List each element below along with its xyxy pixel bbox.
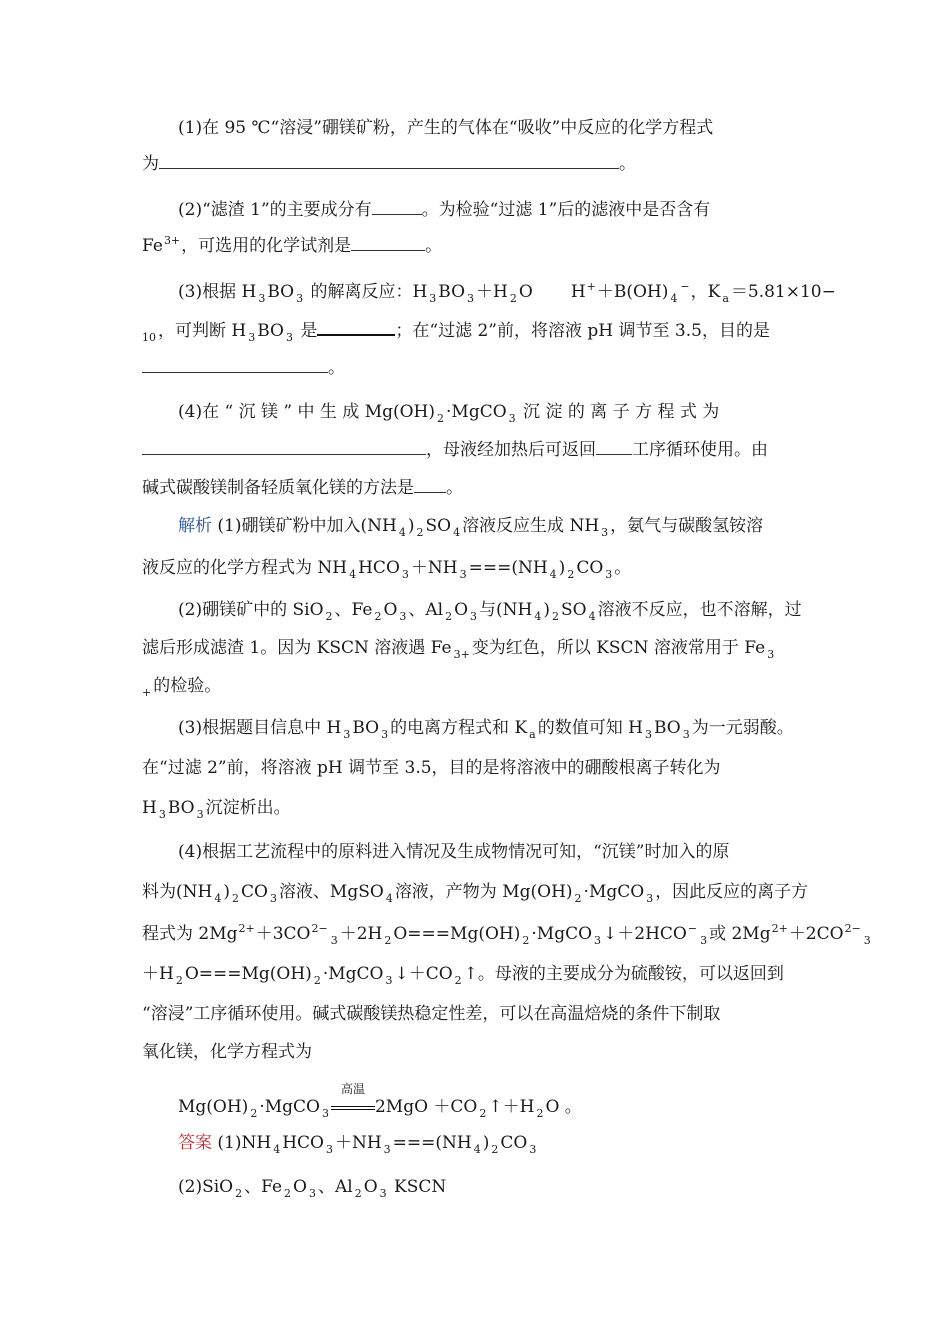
q3-line-3: 。 <box>142 356 345 380</box>
analysis-p3-line-3: H $_3$ BO $_3$ 沉淀析出。 <box>142 798 291 821</box>
analysis-p3-line-2: 在“过滤 2”前，将溶液 pH 调节至 3.5，目的是将溶液中的硼酸根离子转化为 <box>142 758 721 778</box>
answer-blank[interactable] <box>372 198 422 215</box>
q1-line-2: 为 。 <box>142 154 636 174</box>
analysis-p4-line-5: “溶浸”工序循环使用。碱式碳酸镁热稳定性差，可以在高温焙烧的条件下制取 <box>142 1004 721 1024</box>
q2-line-2: $Fe^{3+}$，可选用的化学试剂是 。 <box>142 234 443 256</box>
analysis-label: 解析 <box>178 516 212 536</box>
analysis-p4-line-4: ＋H $_2$ O===Mg(OH) $_2$ ·MgCO $_3$ ↓＋CO $_2$ ↑。母液的主要成分为硫酸铵，可以返回到 <box>142 964 784 987</box>
q4-line-1: (4)在 “ 沉 镁 ” 中 生 成 Mg(OH) $_2$ ·MgCO $_3$ 沉 淀 的 离 子 方 程 式 为 <box>178 402 720 425</box>
answer-label: 答案 <box>178 1133 212 1153</box>
q4-line-2: ，母液经加热后可返回 工序循环使用。由 <box>142 438 768 462</box>
analysis-p4-line-2: 料为(NH $_4$ ) $_2$ CO $_3$ 溶液、MgSO $_4$ 溶液，产物为 Mg(OH) $_2$ ·MgCO $_3$ ，因此反应的离子方 <box>142 882 809 905</box>
q2-line-1: (2)“滤渣 1”的主要成分有 。为检验“过滤 1”后的滤液中是否含有 <box>178 200 711 220</box>
analysis-p4-line-6: 氧化镁，化学方程式为 <box>142 1042 312 1062</box>
analysis-p2-line-1: (2)硼镁矿中的 SiO $_2$ 、Fe $_2$ O $_3$ 、Al $_2$ O $_3$ 与(NH $_4$ ) $_2$ SO $_4$ 溶液不反应，也不溶解，过 <box>178 600 802 623</box>
analysis-p2-line-3: $_+$ 的检验。 <box>142 676 222 699</box>
q4-line-3: 碱式碳酸镁制备轻质氧化镁的方法是 。 <box>142 478 463 498</box>
q1-line-1: (1)在 95 ℃“溶浸”硼镁矿粉，产生的气体在“吸收”中反应的化学方程式 <box>178 118 714 138</box>
analysis-p3-line-1: (3)根据题目信息中 H $_3$ BO $_3$ 的电离方程式和 K $_a$ 的数值可知 H $_3$ BO $_3$ 为一元弱酸。 <box>178 718 794 741</box>
answer-blank[interactable] <box>142 438 426 455</box>
analysis-line-1: 解析 (1)硼镁矿粉中加入(NH $_4$ ) $_2$ SO $_4$ 溶液反应生成 NH $_3$ ，氨气与碳酸氢铵溶 <box>178 516 764 539</box>
q3-line-2: $_{10}$ ，可判断 H $_3$ BO $_3$ 是 ；在“过滤 2”前，将溶液 pH 调节至 3.5，目的是 <box>142 318 770 343</box>
answer-blank[interactable] <box>351 234 425 251</box>
analysis-p2-line-2: 滤后形成滤渣 1。因为 KSCN 溶液遇 Fe $_{3+}$ 变为红色，所以 KSCN 溶液常用于 Fe $_3$ <box>142 638 775 661</box>
analysis-p4-line-3: 程式为 $2Mg^{2+}+3CO^{2-}_3 +2H$ $_2$ O===Mg(OH) $_2$ ·MgCO $_3$ $↓+2HCO^-_3$ 或 $2Mg^{2+}+2CO^{2-}_3$ <box>142 922 871 947</box>
analysis-equation: Mg(OH) $_2$ ·MgCO $_3$ 高温 2MgO ＋CO $_2$ ↑＋H $_2$ O 。 <box>178 1082 582 1120</box>
answer-blank[interactable] <box>159 152 619 169</box>
answer-blank[interactable] <box>317 318 395 336</box>
q3-line-1: (3)根据 H $_3$ BO $_3$ 的解离反应：H $_3$ BO $_3$ ＋H $_2$ O H+＋B(OH) $_4$−，K $_a$ ＝5.81×10− <box>178 280 836 305</box>
answer-blank[interactable] <box>142 356 328 373</box>
answer-blank[interactable] <box>414 476 446 493</box>
analysis-line-2: 液反应的化学方程式为 NH $_4$ HCO $_3$ ＋NH $_3$ ===(NH $_4$ ) $_2$ CO $_3$ 。 <box>142 558 632 581</box>
answer-blank[interactable] <box>596 438 632 455</box>
answer-line-1: 答案 (1)NH $_4$ HCO $_3$ ＋NH $_3$ ===(NH $_4$ ) $_2$ CO $_3$ <box>178 1133 537 1156</box>
analysis-p4-line-1: (4)根据工艺流程中的原料进入情况及生成物情况可知，“沉镁”时加入的原 <box>178 842 730 862</box>
reaction-condition-equals: 高温 <box>331 1095 375 1110</box>
answer-line-2: (2)SiO $_2$ 、Fe $_2$ O $_3$ 、Al $_2$ O $_3$ KSCN <box>178 1177 447 1200</box>
